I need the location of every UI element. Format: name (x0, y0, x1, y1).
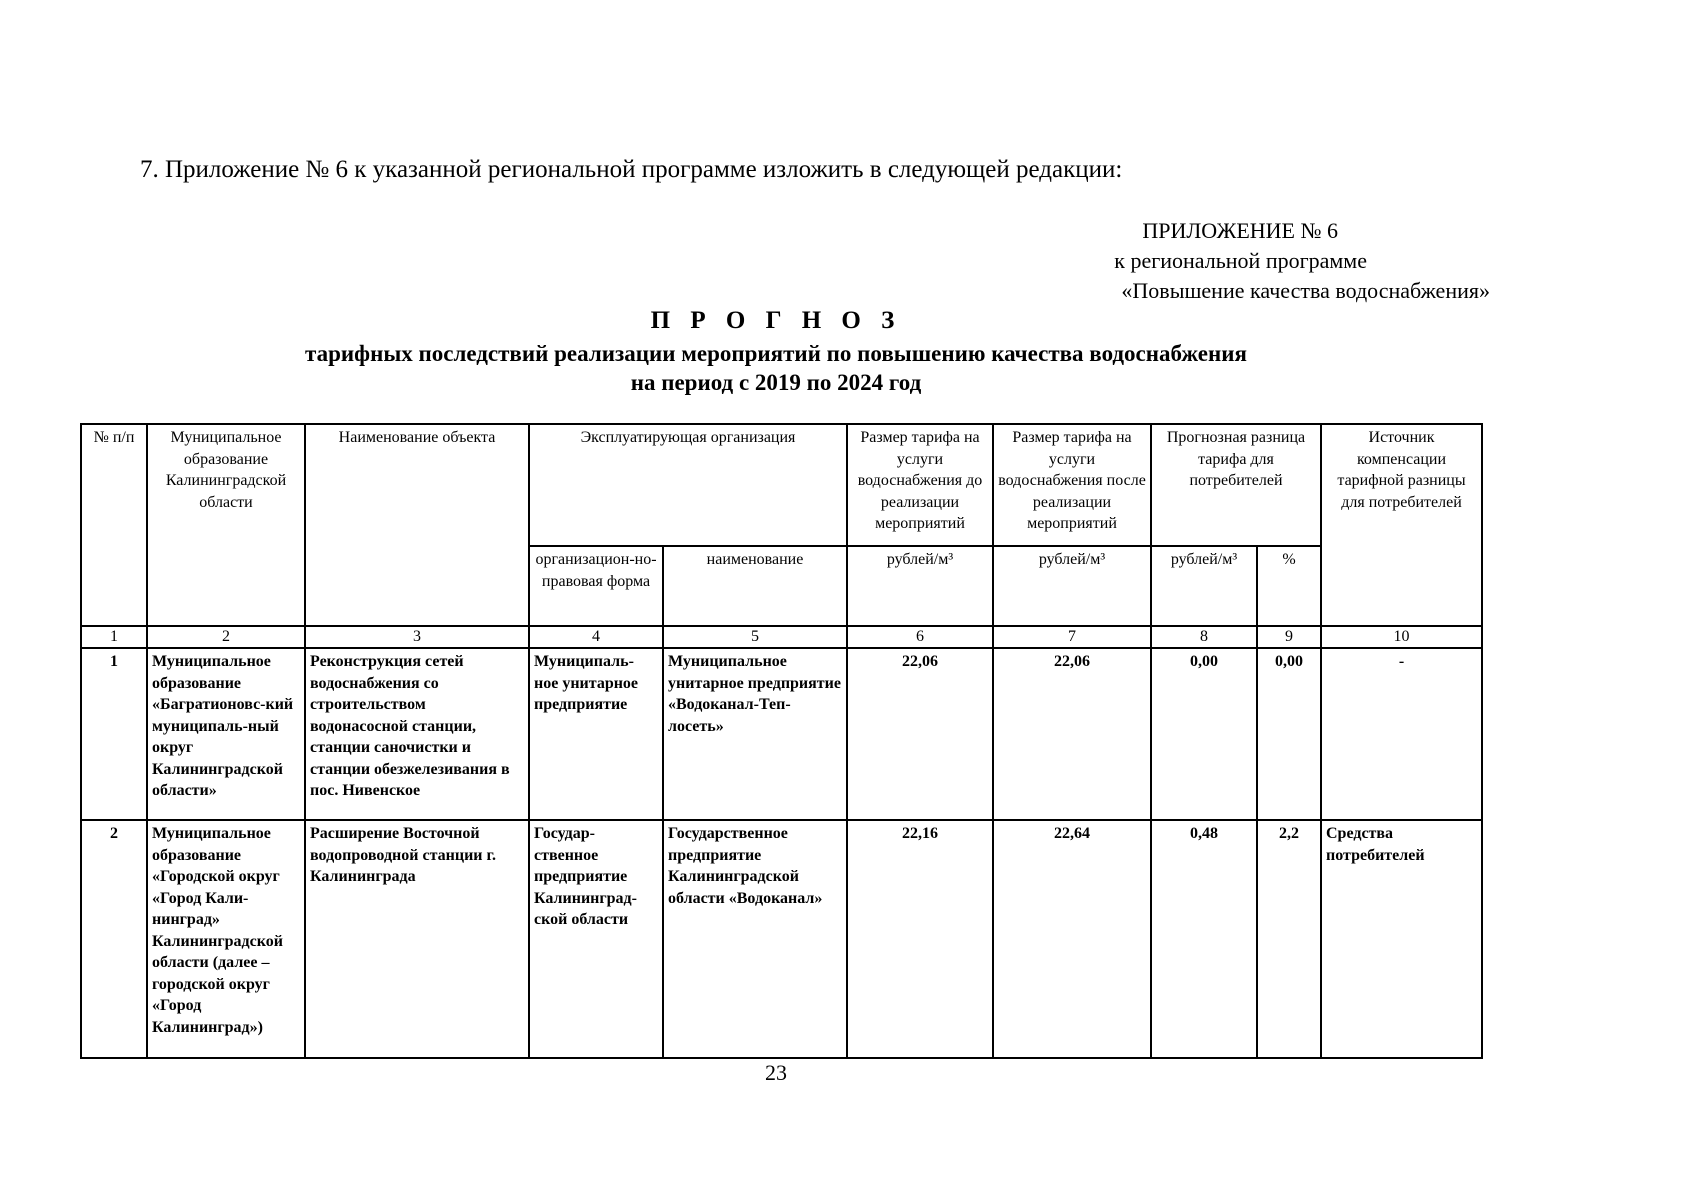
row-diff-rub: 0,00 (1151, 648, 1257, 820)
row-diff-pct: 0,00 (1257, 648, 1321, 820)
row-num: 2 (81, 820, 147, 1058)
subheader-unit-before: рублей/м³ (847, 546, 993, 626)
forecast-table (80, 423, 1483, 1059)
header-object: Наименование объекта (305, 424, 529, 626)
row-tariff-after: 22,64 (993, 820, 1151, 1058)
row-operator-name: Государственное предприятие Калининградской области «Водоканал» (663, 820, 847, 1058)
appendix-heading (1114, 216, 1490, 306)
row-object: Реконструкция сетей водоснабжения со строительством водонасосной станции, станции саночистки и станции обезжелезивания в пос. Нивенское (305, 648, 529, 820)
row-municipality: Муниципальное образование «Городской округ «Город Кали-нинград» Калининградской области (далее – городской округ «Город Калининград») (147, 820, 305, 1058)
header-tariff-after: Размер тарифа на услуги водоснабжения после реализации мероприятий (993, 424, 1151, 546)
appendix-number: ПРИЛОЖЕНИЕ № 6 (1142, 218, 1338, 243)
subheader-unit-after: рублей/м³ (993, 546, 1151, 626)
header-num: № п/п (81, 424, 147, 626)
document-title: П Р О Г Н О З (650, 307, 902, 334)
column-number: 7 (993, 626, 1151, 648)
column-number: 10 (1321, 626, 1482, 648)
row-legal-form: Муниципаль-ное унитарное предприятие (529, 648, 663, 820)
column-number: 1 (81, 626, 147, 648)
subheader-name: наименование (663, 546, 847, 626)
row-diff-rub: 0,48 (1151, 820, 1257, 1058)
header-tariff-before: Размер тарифа на услуги водоснабжения до реализации мероприятий (847, 424, 993, 546)
column-number: 8 (1151, 626, 1257, 648)
row-tariff-before: 22,06 (847, 648, 993, 820)
title-block (0, 306, 1552, 397)
document-period: на период с 2019 по 2024 год (630, 370, 922, 395)
subheader-unit-diff: рублей/м³ (1151, 546, 1257, 626)
column-number: 2 (147, 626, 305, 648)
subheader-legal-form: организацион-но-правовая форма (529, 546, 663, 626)
column-number: 4 (529, 626, 663, 648)
column-number: 9 (1257, 626, 1321, 648)
header-municipality: Муниципальное образование Калининградской области (147, 424, 305, 626)
table-row (81, 820, 1482, 1058)
header-source: Источник компенсации тарифной разницы для потребителей (1321, 424, 1482, 626)
subheader-percent: % (1257, 546, 1321, 626)
column-number-row (81, 626, 1482, 648)
appendix-program-name: «Повышение качества водоснабжения» (1121, 278, 1490, 303)
row-legal-form: Государ-ственное предприятие Калининград-ской области (529, 820, 663, 1058)
row-tariff-before: 22,16 (847, 820, 993, 1058)
header-difference: Прогнозная разница тарифа для потребителей (1151, 424, 1321, 546)
row-num: 1 (81, 648, 147, 820)
column-number: 5 (663, 626, 847, 648)
table-row (81, 648, 1482, 820)
header-operator: Эксплуатирующая организация (529, 424, 847, 546)
appendix-to-program: к региональной программе (1114, 248, 1367, 273)
row-source: Средства потребителей (1321, 820, 1482, 1058)
row-operator-name: Муниципальное унитарное предприятие «Водоканал-Теп-лосеть» (663, 648, 847, 820)
row-diff-pct: 2,2 (1257, 820, 1321, 1058)
column-number: 6 (847, 626, 993, 648)
row-object: Расширение Восточной водопроводной станции г. Калининграда (305, 820, 529, 1058)
row-source: - (1321, 648, 1482, 820)
document-subtitle: тарифных последствий реализации мероприятий по повышению качества водоснабжения (305, 341, 1247, 366)
column-number: 3 (305, 626, 529, 648)
header-row (81, 424, 1482, 546)
page-number: 23 (765, 1060, 787, 1085)
intro-paragraph: 7. Приложение № 6 к указанной региональной программе изложить в следующей редакции: (140, 156, 1123, 183)
row-tariff-after: 22,06 (993, 648, 1151, 820)
row-municipality: Муниципальное образование «Багратионовс-кий муниципаль-ный округ Калининградской области» (147, 648, 305, 820)
